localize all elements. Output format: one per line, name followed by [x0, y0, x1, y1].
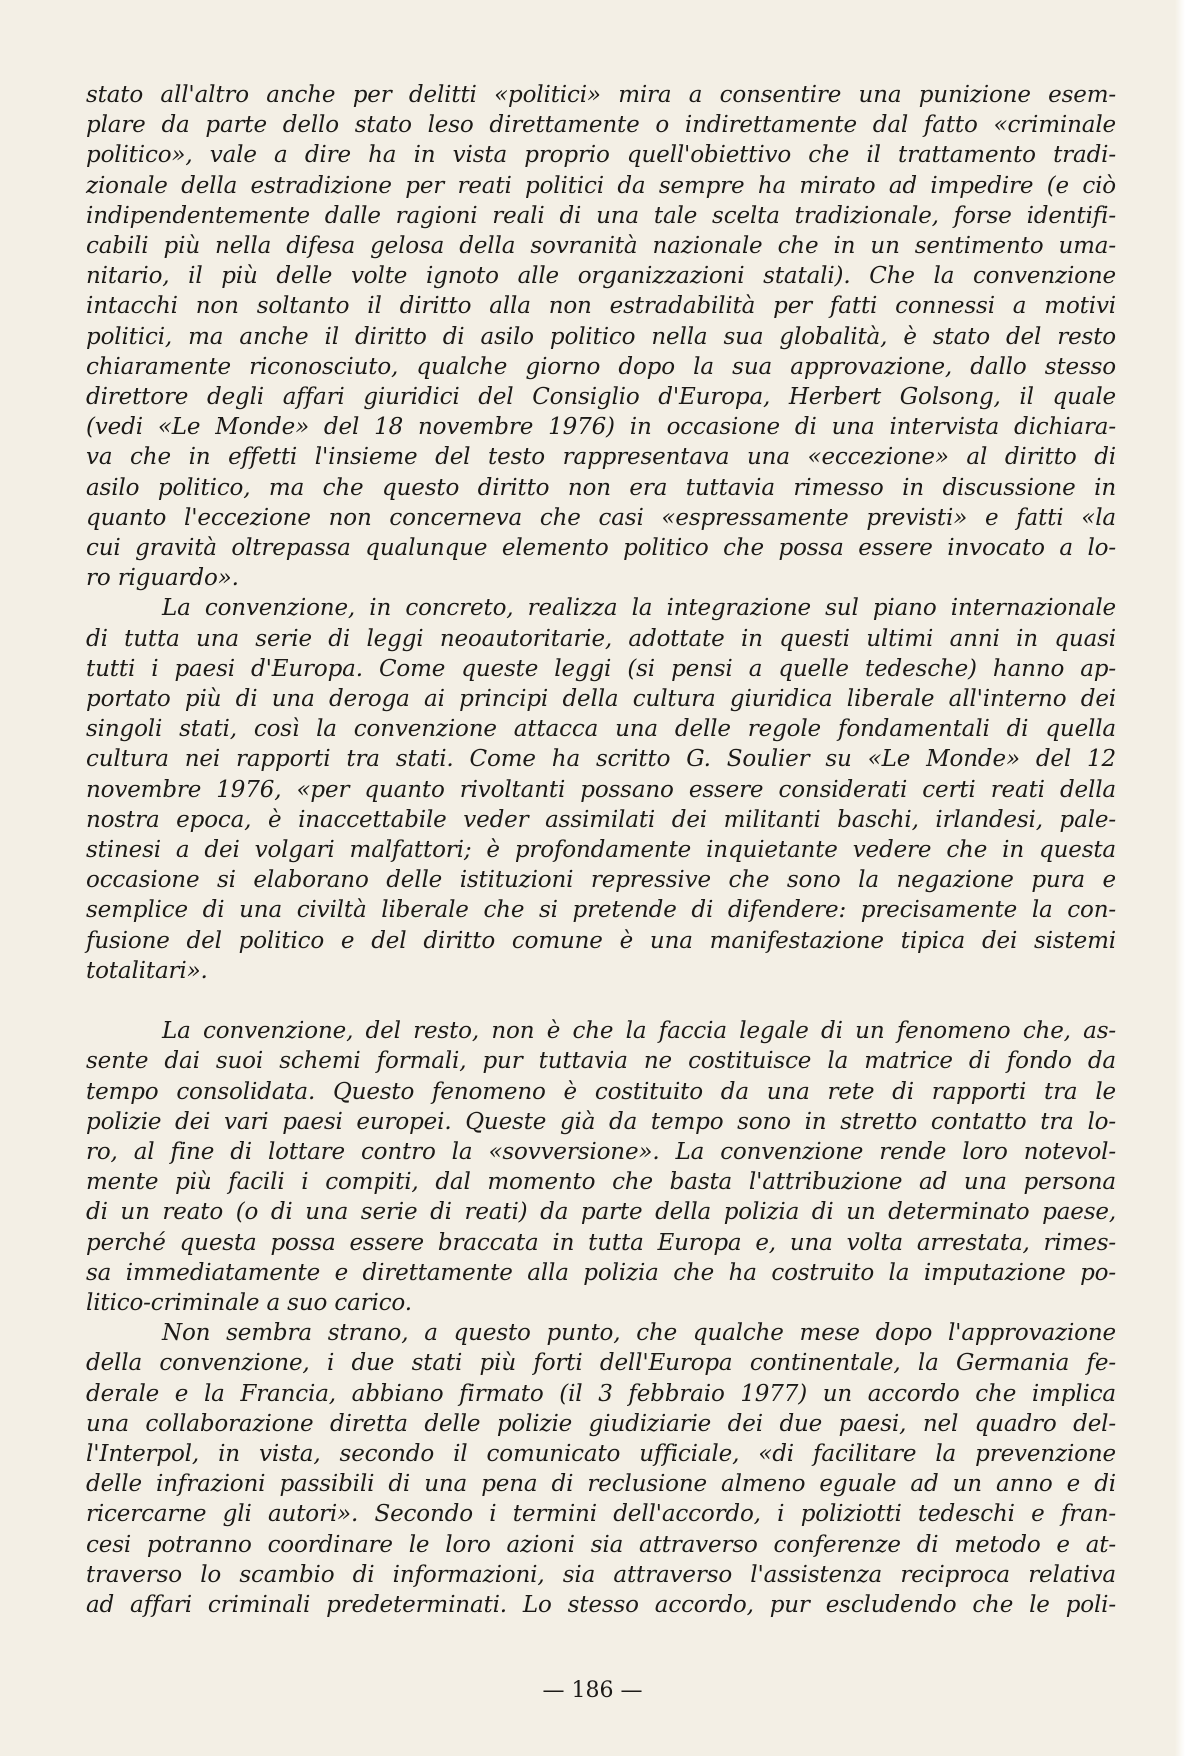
text-line: tempo consolidata. Questo fenomeno è costituito da una rete di rapporti tra le	[86, 1078, 1116, 1105]
text-line: di un reato (o di una serie di reati) da parte della polizia di un determinato paese,	[86, 1199, 1116, 1226]
paragraph-1	[86, 80, 1116, 593]
text-line: La convenzione, in concreto, realizza la integrazione sul piano internazionale	[162, 595, 1116, 622]
text-line: cabili più nella difesa gelosa della sovranità nazionale che in un sentimento uma-	[86, 233, 1116, 260]
text-line: stato all'altro anche per delitti «politici» mira a consentire una punizione esem-	[86, 82, 1116, 108]
text-line: l'Interpol, in vista, secondo il comunicato ufficiale, «di facilitare la prevenzione	[86, 1440, 1116, 1467]
text-line: direttore degli affari giuridici del Consiglio d'Europa, Herbert Golsong, il quale	[86, 384, 1116, 411]
text-line: derale e la Francia, abbiano firmato (il 3 febbraio 1977) un accordo che implica	[86, 1380, 1116, 1407]
text-line: litico-criminale a suo carico.	[86, 1289, 412, 1316]
text-line: sente dai suoi schemi formali, pur tuttavia ne costituisce la matrice di fondo da	[86, 1048, 1116, 1075]
text-line: perché questa possa essere braccata in tutta Europa e, una volta arrestata, rimes-	[86, 1229, 1116, 1256]
text-line: di tutta una serie di leggi neoautoritarie, adottate in questi ultimi anni in quasi	[86, 625, 1116, 652]
text-line: ricercarne gli autori». Secondo i termini dell'accordo, i poliziotti tedeschi e fran-	[86, 1501, 1116, 1528]
page-number: — 186 —	[542, 1678, 643, 1703]
text-line: nostra epoca, è inaccettabile veder assimilati dei militanti baschi, irlandesi, pale-	[86, 806, 1116, 833]
text-line: cui gravità oltrepassa qualunque elemento politico che possa essere invocato a lo-	[86, 535, 1116, 562]
text-line: portato più di una deroga ai principi della cultura giuridica liberale all'interno dei	[86, 686, 1116, 713]
text-line: asilo politico, ma che questo diritto non era tuttavia rimesso in discussione in	[86, 474, 1116, 501]
text-line: plare da parte dello stato leso direttamente o indirettamente dal fatto «criminale	[86, 112, 1116, 139]
text-line: ro, al fine di lottare contro la «sovversione». La convenzione rende loro notevol-	[86, 1138, 1116, 1165]
text-line: stinesi a dei volgari malfattori; è profondamente inquietante vedere che in questa	[86, 837, 1116, 864]
text-line: polizie dei vari paesi europei. Queste già da tempo sono in stretto contatto tra lo-	[86, 1108, 1116, 1135]
text-line: mente più facili i compiti, dal momento che basta l'attribuzione ad una persona	[86, 1169, 1116, 1196]
text-line: cesi potranno coordinare le loro azioni sia attraverso conferenze di metodo e at-	[86, 1531, 1116, 1558]
text-line: (vedi «Le Monde» del 18 novembre 1976) in occasione di una intervista dichiara-	[86, 414, 1116, 441]
body-text	[86, 80, 1116, 1620]
text-line: ad affari criminali predeterminati. Lo stesso accordo, pur escludendo che le poli-	[86, 1591, 1116, 1618]
text-line: indipendentemente dalle ragioni reali di una tale scelta tradizionale, forse identifi-	[86, 202, 1116, 229]
paragraph-spacer	[86, 986, 1116, 1016]
text-line: occasione si elaborano delle istituzioni repressive che sono la negazione pura e	[86, 867, 1116, 894]
text-line: quanto l'eccezione non concerneva che casi «espressamente previsti» e fatti «la	[86, 504, 1116, 531]
text-line: delle infrazioni passibili di una pena di reclusione almeno eguale ad un anno e di	[86, 1471, 1116, 1498]
text-line: politici, ma anche il diritto di asilo politico nella sua globalità, è stato del resto	[86, 323, 1116, 350]
text-line: sa immediatamente e direttamente alla polizia che ha costruito la imputazione po-	[86, 1259, 1116, 1286]
paragraph-2	[86, 593, 1116, 986]
text-line: va che in effetti l'insieme del testo rappresentava una «eccezione» al diritto di	[86, 444, 1116, 471]
text-line: nitario, il più delle volte ignoto alle organizzazioni statali). Che la convenzione	[86, 263, 1116, 290]
text-line: della convenzione, i due stati più forti dell'Europa continentale, la Germania fe-	[86, 1350, 1116, 1377]
text-line: una collaborazione diretta delle polizie giudiziarie dei due paesi, nel quadro del-	[86, 1410, 1116, 1437]
text-line: semplice di una civiltà liberale che si pretende di difendere: precisamente la con-	[86, 897, 1116, 924]
page-edge	[1175, 0, 1185, 1756]
text-line: zionale della estradizione per reati politici da sempre ha mirato ad impedire (e ciò	[86, 172, 1116, 199]
text-line: novembre 1976, «per quanto rivoltanti possano essere considerati certi reati della	[86, 776, 1116, 803]
paragraph-3	[86, 1016, 1116, 1318]
text-line: Non sembra strano, a questo punto, che qualche mese dopo l'approvazione	[162, 1320, 1116, 1347]
text-line: intacchi non soltanto il diritto alla non estradabilità per fatti connessi a motivi	[86, 293, 1116, 320]
text-line: La convenzione, del resto, non è che la faccia legale di un fenomeno che, as-	[162, 1018, 1116, 1045]
text-line: tutti i paesi d'Europa. Come queste leggi (si pensi a quelle tedesche) hanno ap-	[86, 655, 1116, 682]
text-line: singoli stati, così la convenzione attacca una delle regole fondamentali di quella	[86, 716, 1116, 743]
text-line: politico», vale a dire ha in vista proprio quell'obiettivo che il trattamento tradi-	[86, 142, 1116, 169]
paragraph-4	[86, 1318, 1116, 1620]
text-line: ro riguardo».	[86, 565, 239, 592]
text-line: chiaramente riconosciuto, qualche giorno dopo la sua approvazione, dallo stesso	[86, 353, 1116, 380]
text-line: traverso lo scambio di informazioni, sia attraverso l'assistenza reciproca relativa	[86, 1561, 1116, 1588]
text-line: fusione del politico e del diritto comune è una manifestazione tipica dei sistemi	[86, 927, 1116, 954]
text-line: cultura nei rapporti tra stati. Come ha scritto G. Soulier su «Le Monde» del 12	[86, 746, 1116, 773]
text-line: totalitari».	[86, 957, 208, 984]
